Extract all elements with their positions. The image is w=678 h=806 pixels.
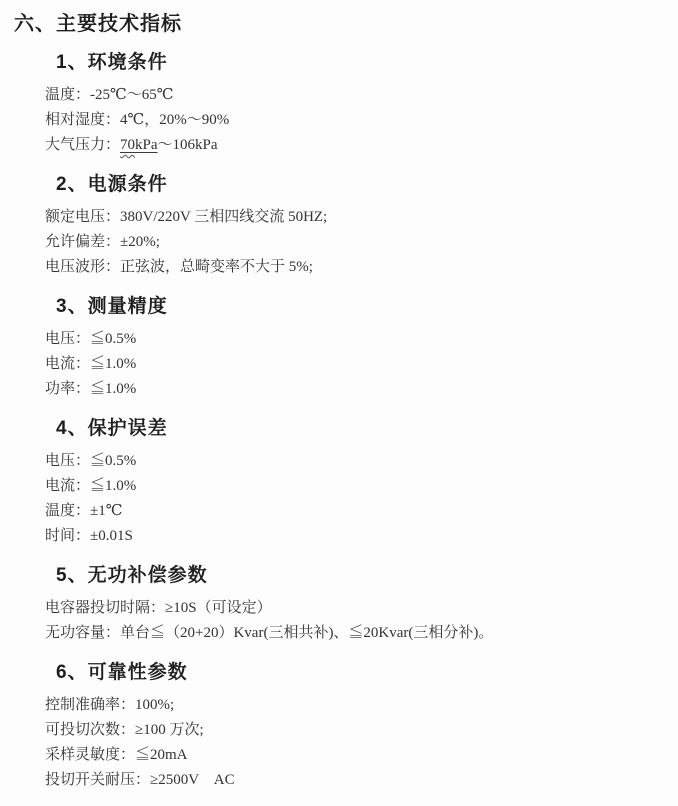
spec-line-reactive-capacity: 无功容量：单台≦（20+20）Kvar(三相共补)、≦20Kvar(三相分补)。 — [45, 625, 494, 641]
spec-line-switching-cycles: 可投切次数：≥100 万次; — [45, 722, 204, 738]
spec-line-current-accuracy: 电流：≦1.0% — [45, 356, 137, 372]
spec-line-humidity: 相对湿度：4℃，20%～90% — [45, 112, 230, 128]
page-title: 六、主要技术指标 — [14, 13, 182, 35]
section-reactive-compensation — [14, 565, 678, 646]
spec-line-voltage-accuracy: 电压：≦0.5% — [45, 331, 137, 347]
spec-line-allowed-deviation: 允许偏差：±20%; — [45, 234, 160, 250]
spec-line-rated-voltage: 额定电压：380V/220V 三相四线交流 50HZ; — [45, 209, 328, 225]
pressure-underlined-unit: kPa — [135, 137, 158, 153]
pressure-label: 大气压力： — [45, 137, 121, 153]
spec-line-sampling-sensitivity: 采样灵敏度：≦20mA — [45, 747, 188, 763]
section-measurement-accuracy — [14, 296, 678, 402]
section-heading-power: 2、电源条件 — [56, 174, 168, 195]
section-protection-error — [14, 418, 678, 549]
section-heading-measurement: 3、测量精度 — [56, 296, 168, 317]
spec-line-switch-withstand-voltage: 投切开关耐压：≥2500V AC — [45, 772, 235, 788]
section-heading-reactive-compensation: 5、无功补偿参数 — [56, 565, 208, 586]
spec-line-capacitor-switching-interval: 电容器投切时隔：≥10S（可设定） — [45, 600, 272, 616]
section-reliability — [14, 662, 678, 793]
spec-line-power-accuracy: 功率：≦1.0% — [45, 381, 137, 397]
spec-line-protection-time: 时间：±0.01S — [45, 528, 133, 544]
section-environment-conditions — [14, 52, 678, 158]
section-heading-reliability: 6、可靠性参数 — [56, 662, 188, 683]
spec-line-protection-temperature: 温度：±1℃ — [45, 503, 123, 519]
section-heading-protection: 4、保护误差 — [56, 418, 168, 439]
spec-line-protection-voltage: 电压：≦0.5% — [45, 453, 137, 469]
section-power-conditions — [14, 174, 678, 280]
spec-line-control-accuracy: 控制准确率：100%; — [45, 697, 175, 713]
pressure-wavy-underlined-value: 70 — [120, 137, 136, 153]
spec-line-pressure — [45, 133, 678, 158]
pressure-underlined-group — [120, 137, 158, 153]
spec-line-temperature: 温度：-25℃～65℃ — [45, 87, 174, 103]
spec-line-protection-current: 电流：≦1.0% — [45, 478, 137, 494]
section-heading-environment: 1、环境条件 — [56, 52, 168, 73]
pressure-range-suffix: ～106kPa — [157, 137, 218, 153]
spec-line-voltage-waveform: 电压波形：正弦波，总畸变率不大于 5%; — [45, 259, 313, 275]
